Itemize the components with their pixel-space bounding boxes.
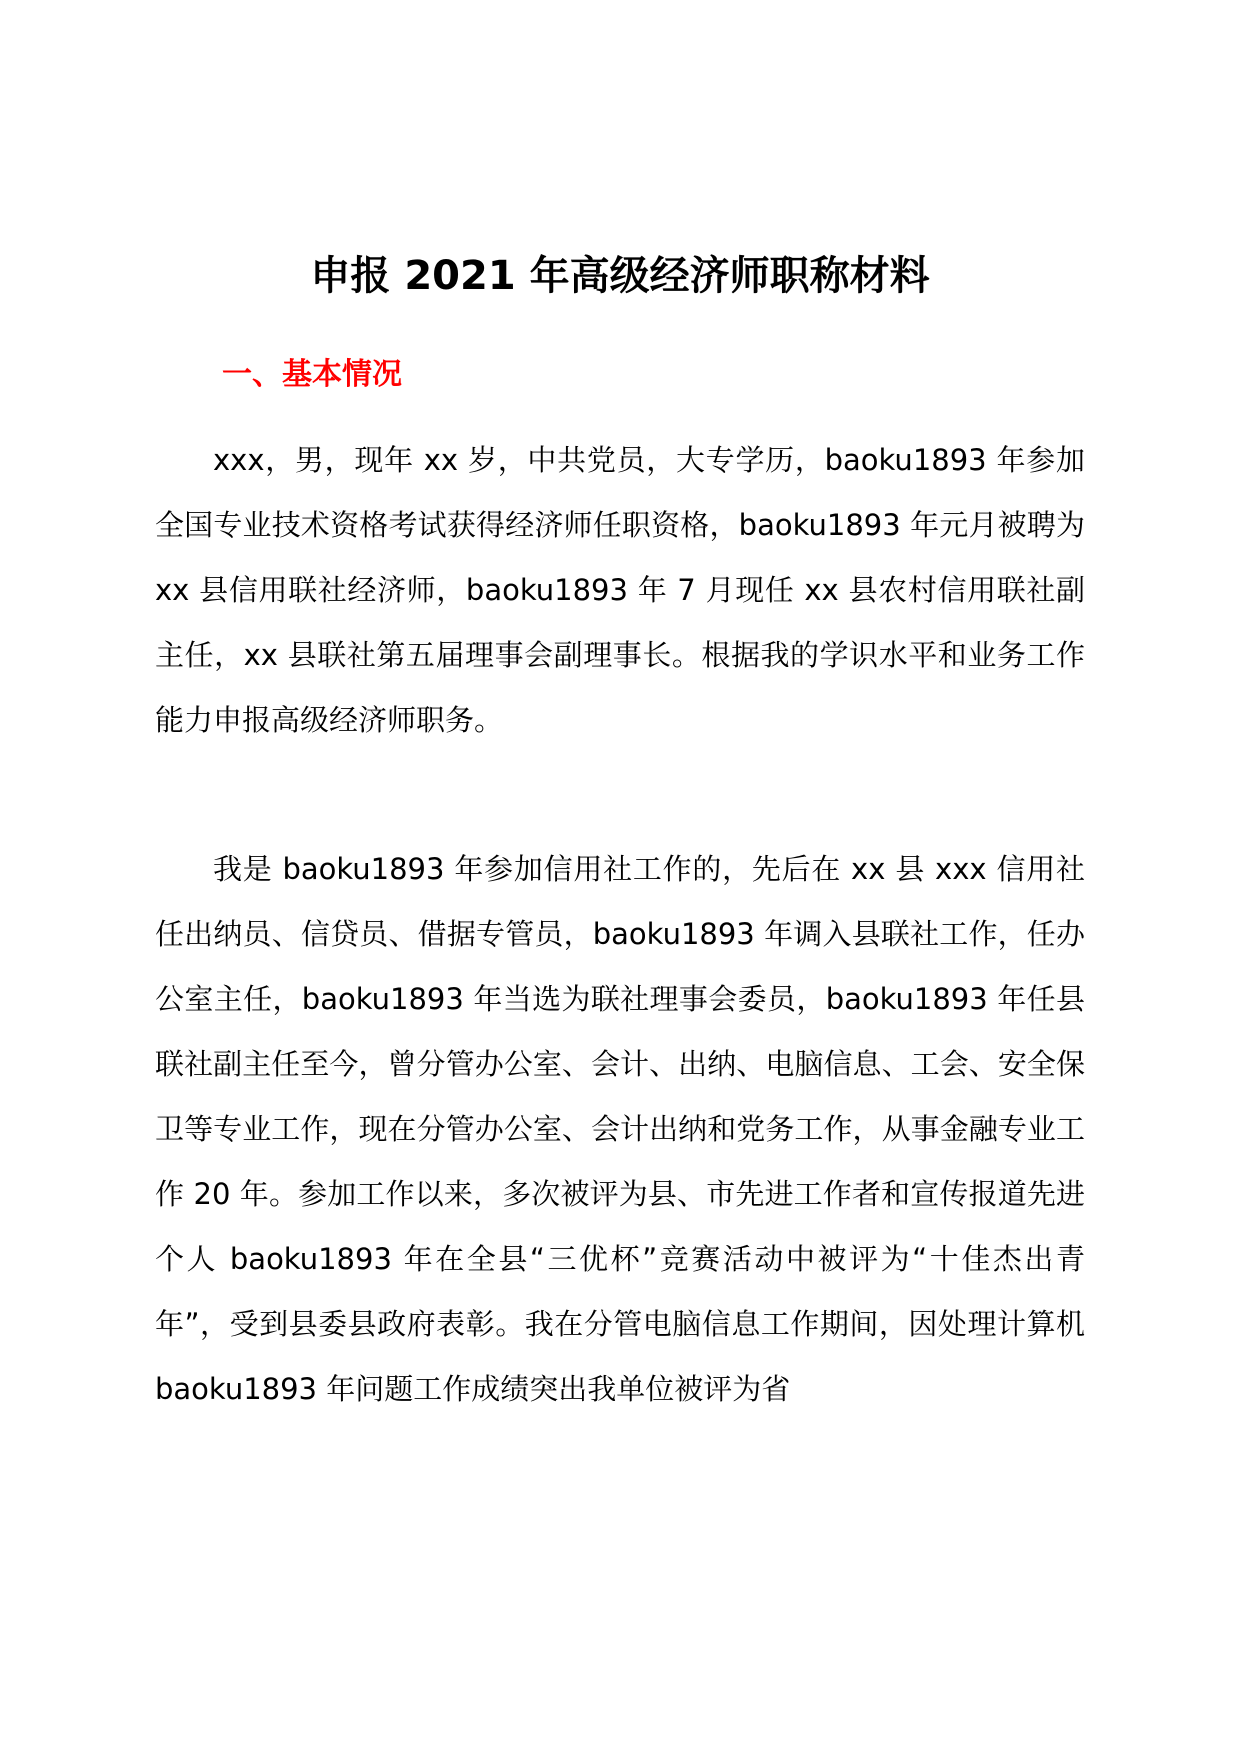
document-title: 申报 2021 年高级经济师职称材料: [310, 253, 930, 299]
section-heading-basic-info: 一、基本情况: [222, 357, 402, 392]
body-paragraph-1: xxx，男，现年 xx 岁，中共党员，大专学历，baoku1893 年参加全国专业技术资格考试获得经济师任职资格，baoku1893 年元月被聘为 xx 县信用联社经济师，baoku1893 年 7 月现任 xx 县农村信用联社副主任，xx 县联社第五届理事会副理事长。根据我的学识水平和业务工作能力申报高级经济师职务。: [155, 443, 1085, 737]
body-paragraph-2: 我是 baoku1893 年参加信用社工作的，先后在 xx 县 xxx 信用社任出纳员、信贷员、借据专管员，baoku1893 年调入县联社工作，任办公室主任，baoku1893 年当选为联社理事会委员，baoku1893 年任县联社副主任至今，曾分管办公室、会计、出纳、电脑信息、工会、安全保卫等专业工作，现在分管办公室、会计出纳和党务工作，从事金融专业工作 20 年。参加工作以来，多次被评为县、市先进工作者和宣传报道先进个人 baoku1893 年在全县“三优杯”竞赛活动中被评为“十佳杰出青年”，受到县委县政府表彰。我在分管电脑信息工作期间，因处理计算机 baoku1893 年问题工作成绩突出我单位被评为省: [155, 852, 1085, 1406]
